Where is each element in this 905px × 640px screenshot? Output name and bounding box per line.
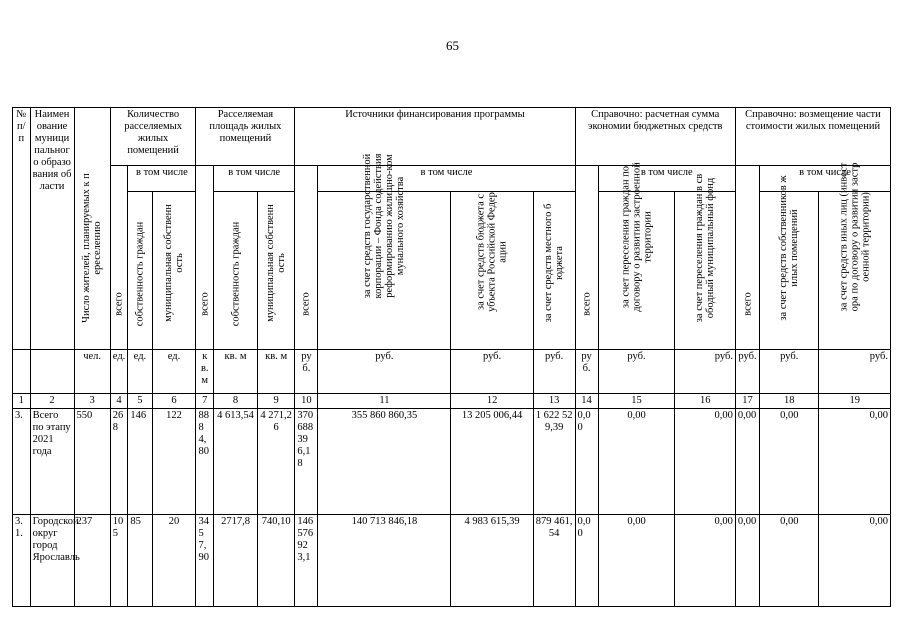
cell: 0,00 (675, 409, 735, 515)
header-fin-fund: за счет средств государственной корпорации – Фонда содействия реформированию жилищно-коммунального хозяйства (318, 192, 451, 350)
cell: 2717,8 (214, 515, 258, 607)
header-num: № п/п (13, 108, 31, 350)
header-s2-total: всего (735, 166, 759, 350)
col-number: 16 (675, 394, 735, 409)
unit-cell (30, 350, 74, 394)
unit-cell: кв. м (196, 350, 214, 394)
col-number: 15 (598, 394, 675, 409)
cell: 4 613,54 (214, 409, 258, 515)
header-count-municipal: муниципальная собственность (152, 192, 196, 350)
cell: 146 (128, 409, 152, 515)
col-number: 18 (760, 394, 819, 409)
header-count-owner: собственность граждан (128, 192, 152, 350)
unit-cell: кв. м (257, 350, 294, 394)
header-area-group: Расселяемая площадь жилых помещений (196, 108, 295, 166)
header-fin-local: за счет средств местного бюджета (533, 192, 575, 350)
unit-cell: руб. (533, 350, 575, 394)
header-s2-owners: за счет средств собственников жилых помещений (760, 192, 819, 350)
col-number: 4 (110, 394, 128, 409)
cell: 0,00 (598, 409, 675, 515)
col-number: 9 (257, 394, 294, 409)
cell: 0,00 (575, 515, 598, 607)
header-s2-other: за счет средств иных лиц (инвестора по договору о развитии застроенной территории) (819, 192, 891, 350)
row-name: Всего по этапу 2021 года (30, 409, 74, 515)
cell: 0,00 (675, 515, 735, 607)
cell: 105 (110, 515, 128, 607)
col-number: 10 (295, 394, 318, 409)
header-s2-incl: в том числе (760, 166, 891, 192)
page-number: 65 (446, 38, 459, 53)
cell: 4 983 615,39 (451, 515, 533, 607)
header-fin-total: всего (295, 166, 318, 350)
col-number: 8 (214, 394, 258, 409)
unit-cell: руб. (760, 350, 819, 394)
col-number: 11 (318, 394, 451, 409)
header-s1-incl: в том числе (598, 166, 735, 192)
cell: 3457,90 (196, 515, 214, 607)
unit-cell: руб. (675, 350, 735, 394)
header-s1-total: всего (575, 166, 598, 350)
unit-cell: ед. (152, 350, 196, 394)
cell: 0,00 (760, 409, 819, 515)
col-number: 1 (13, 394, 31, 409)
col-number: 12 (451, 394, 533, 409)
header-sprav1-group: Справочно: расчетная сумма экономии бюджетных средств (575, 108, 735, 166)
header-fin-subject: за счет средств бюджета субъекта Российской Федерации (451, 192, 533, 350)
col-number: 14 (575, 394, 598, 409)
unit-cell: руб. (575, 350, 598, 394)
cell: 0,00 (760, 515, 819, 607)
col-number: 13 (533, 394, 575, 409)
cell: 4 271,26 (257, 409, 294, 515)
col-number: 7 (196, 394, 214, 409)
cell: 0,00 (819, 515, 891, 607)
cell: 0,00 (735, 515, 759, 607)
cell: 1 622 529,39 (533, 409, 575, 515)
unit-cell: кв. м (214, 350, 258, 394)
unit-cell: руб. (318, 350, 451, 394)
cell: 13 205 006,44 (451, 409, 533, 515)
cell: 370688396,18 (295, 409, 318, 515)
unit-cell: руб. (295, 350, 318, 394)
cell: 237 (74, 515, 110, 607)
header-residents: Число жителей, планируемых к переселению (74, 108, 110, 350)
unit-cell: руб. (451, 350, 533, 394)
col-number: 6 (152, 394, 196, 409)
cell: 8884,80 (196, 409, 214, 515)
cell: 20 (152, 515, 196, 607)
col-number: 17 (735, 394, 759, 409)
row-name: Городской округ город Ярославль (30, 515, 74, 607)
header-fin-group: Источники финансирования программы (295, 108, 575, 166)
cell: 140 713 846,18 (318, 515, 451, 607)
unit-cell: ед. (110, 350, 128, 394)
table-row (13, 409, 891, 515)
header-name: Наименование муниципального образования области (30, 108, 74, 350)
header-count-group: Количество расселяемых жилых помещений (110, 108, 196, 166)
cell: 85 (128, 515, 152, 607)
cell: 0,00 (598, 515, 675, 607)
header-fin-incl: в том числе (318, 166, 575, 192)
header-count-total: всего (110, 166, 128, 350)
header-s1-dev: за счет переселения граждан по договору о развитии застроенной территории (598, 192, 675, 350)
unit-cell: руб. (598, 350, 675, 394)
cell: 550 (74, 409, 110, 515)
col-number: 19 (819, 394, 891, 409)
cell: 122 (152, 409, 196, 515)
unit-cell: чел. (74, 350, 110, 394)
unit-cell: руб. (735, 350, 759, 394)
unit-cell: ед. (128, 350, 152, 394)
cell: 268 (110, 409, 128, 515)
header-s1-free: за счет переселения граждан в свободный муниципальный фонд (675, 192, 735, 350)
header-area-owner: собственность граждан (214, 192, 258, 350)
cell: 355 860 860,35 (318, 409, 451, 515)
table-row (13, 515, 891, 607)
program-table (12, 107, 891, 607)
header-area-total: всего (196, 166, 214, 350)
cell: 0,00 (575, 409, 598, 515)
row-num: 3.1. (13, 515, 31, 607)
header-area-municipal: муниципальная собственность (257, 192, 294, 350)
cell: 879 461,54 (533, 515, 575, 607)
col-number: 3 (74, 394, 110, 409)
unit-cell (13, 350, 31, 394)
unit-cell: руб. (819, 350, 891, 394)
row-num: 3. (13, 409, 31, 515)
header-sprav2-group: Справочно: возмещение части стоимости жилых помещений (735, 108, 890, 166)
cell: 146576923,1 (295, 515, 318, 607)
col-number: 5 (128, 394, 152, 409)
cell: 0,00 (735, 409, 759, 515)
col-number: 2 (30, 394, 74, 409)
cell: 740,10 (257, 515, 294, 607)
header-area-incl: в том числе (214, 166, 295, 192)
header-count-incl: в том числе (128, 166, 196, 192)
cell: 0,00 (819, 409, 891, 515)
